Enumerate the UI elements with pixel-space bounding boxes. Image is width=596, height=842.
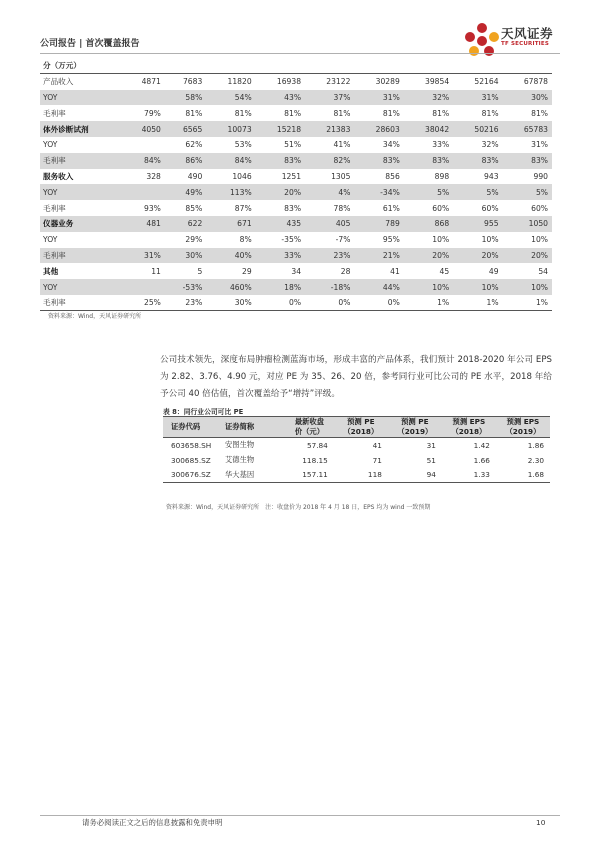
stock-name: 华大基因	[225, 469, 255, 479]
table-cell: 10%	[503, 279, 552, 295]
row-label: 毛利率	[40, 295, 124, 311]
table-cell: 856	[385, 171, 400, 181]
table-cell: 62%	[185, 140, 203, 150]
eps-2019: 1.86	[496, 438, 550, 453]
table-source-note: 资料来源：Wind，天风证券研究所	[48, 313, 142, 320]
company-logo	[464, 22, 560, 56]
table-cell	[124, 232, 165, 248]
table-cell: 81%	[234, 108, 252, 118]
table-cell: 65783	[503, 121, 552, 137]
table-cell: 4%	[305, 184, 354, 200]
row-label: YOY	[43, 140, 58, 150]
table-cell: 21383	[305, 121, 354, 137]
table-cell: 5	[197, 266, 203, 276]
row-label: 毛利率	[43, 203, 66, 213]
table-cell: 81%	[284, 108, 302, 118]
table-cell: 31%	[354, 90, 403, 106]
table-cell: 81%	[333, 108, 351, 118]
pe-2019: 51	[426, 455, 436, 465]
table-cell: 60%	[481, 203, 499, 213]
col-header-eps2019: 预测 EPS （2019）	[496, 417, 550, 438]
table-cell: 82%	[305, 153, 354, 169]
table-cell: 40%	[206, 248, 255, 264]
flower-logo-icon	[464, 22, 500, 56]
table-cell: 23%	[305, 248, 354, 264]
table-cell: 11820	[227, 77, 252, 87]
table-cell: 60%	[432, 203, 450, 213]
stock-name: 安图生物	[225, 438, 285, 453]
table-cell: 52164	[474, 77, 499, 87]
table-cell: 671	[206, 216, 255, 232]
table-cell: 41	[390, 266, 400, 276]
close-price: 157.11	[302, 470, 328, 480]
table-row	[40, 184, 552, 200]
table-cell	[124, 184, 165, 200]
table-cell: 54	[538, 266, 548, 276]
table-cell: 31%	[453, 90, 502, 106]
table-cell: 25%	[124, 295, 165, 311]
table-cell: 10073	[206, 121, 255, 137]
table-row	[40, 232, 552, 248]
col-header-price: 最新收盘 价（元）	[285, 417, 334, 438]
table-cell: 23122	[326, 77, 351, 87]
table-cell: 435	[256, 216, 305, 232]
unit-label: 分（万元）	[40, 58, 124, 74]
table-cell: 84%	[124, 153, 165, 169]
table-cell: 34	[291, 266, 302, 276]
table-cell: 20%	[503, 248, 552, 264]
table-cell: 78%	[333, 203, 351, 213]
table-cell: 83%	[503, 153, 552, 169]
col-header-code: 证券代码	[163, 417, 225, 438]
eps-2018: 1.42	[442, 438, 496, 453]
table-cell: 81%	[185, 108, 203, 118]
table-cell: 85%	[185, 203, 203, 213]
table-row	[163, 438, 550, 453]
row-label: 毛利率	[43, 108, 66, 118]
table-cell: 7683	[182, 77, 203, 87]
footer-disclaimer: 请务必阅读正文之后的信息披露和免责申明	[82, 818, 223, 827]
row-label: 服务收入	[43, 171, 74, 181]
table-cell: 490	[187, 171, 203, 181]
table-cell: 10%	[481, 235, 499, 245]
close-price: 118.15	[302, 455, 328, 465]
table-cell: 49	[488, 266, 499, 276]
table-cell: 1305	[331, 171, 351, 181]
table-unit-row	[40, 58, 552, 74]
table-row	[40, 216, 552, 232]
table-cell: 95%	[382, 235, 400, 245]
table-cell: 30%	[165, 248, 206, 264]
table-row	[40, 263, 552, 279]
table-cell: 11	[151, 266, 161, 276]
table-cell: 5%	[453, 184, 502, 200]
stock-code: 300685.SZ	[171, 455, 211, 465]
table-cell: 39854	[425, 77, 450, 87]
stock-code: 603658.SH	[163, 438, 225, 453]
pe-2018: 118	[367, 470, 382, 480]
table-cell: 6565	[165, 121, 206, 137]
table-row	[40, 248, 552, 264]
eps-2018: 1.66	[473, 455, 490, 465]
pe-2018: 41	[334, 438, 388, 453]
table-cell: 23%	[165, 295, 206, 311]
table-cell: 943	[484, 171, 499, 181]
pe-table-source-note: 资料来源：Wind，天风证券研究所 注：收盘价为 2018 年 4 月 18 日，EPS 均为 wind 一致预期	[166, 504, 431, 511]
table-cell: 67878	[523, 77, 548, 87]
table-cell: 83%	[256, 153, 305, 169]
footer-divider	[40, 815, 560, 816]
table-cell: 8%	[239, 235, 252, 245]
header-divider	[40, 53, 560, 54]
eps-2019: 1.68	[527, 470, 544, 480]
table-cell: 34%	[382, 140, 400, 150]
table-cell: 16938	[276, 77, 302, 87]
table-cell	[124, 137, 165, 153]
pe-2018: 71	[372, 455, 382, 465]
table-cell: 33%	[432, 140, 450, 150]
table-cell: 20%	[404, 248, 453, 264]
table-cell: 898	[434, 171, 450, 181]
table-row	[40, 105, 552, 121]
table-cell: 49%	[165, 184, 206, 200]
table-cell: -18%	[305, 279, 354, 295]
table-row	[40, 279, 552, 295]
table-cell: 28	[340, 266, 351, 276]
table-cell: 21%	[354, 248, 403, 264]
table-cell: 868	[404, 216, 453, 232]
row-label: 毛利率	[40, 153, 124, 169]
table-row	[40, 295, 552, 311]
page-number: 10	[536, 818, 546, 827]
pe-2019: 31	[388, 438, 442, 453]
table-cell	[124, 90, 165, 106]
table-cell: 622	[165, 216, 206, 232]
table-cell: 93%	[144, 203, 161, 213]
table-cell: 20%	[453, 248, 502, 264]
report-type-title: 公司报告 | 首次覆盖报告	[40, 39, 140, 49]
table-cell: -34%	[354, 184, 403, 200]
pe-2019: 94	[426, 470, 436, 480]
table-cell: 83%	[284, 203, 302, 213]
table-cell: 45	[439, 266, 450, 276]
table-cell: 83%	[453, 153, 502, 169]
table-cell: 81%	[432, 108, 450, 118]
table-cell: 0%	[256, 295, 305, 311]
row-label: YOY	[43, 235, 58, 245]
row-label: 其他	[43, 266, 59, 276]
stock-name: 艾德生物	[225, 455, 255, 464]
col-header-pe2018: 预测 PE （2018）	[334, 417, 388, 438]
table-cell: 990	[533, 171, 548, 181]
valuation-paragraph: 公司技术领先，深度布局肿瘤检测蓝海市场，形成丰富的产品体系，我们预计 2018-2020 年公司 EPS 为 2.82、3.76、4.90 元，对应 PE 为 35、26、20 倍，参考同行业可比公司的 PE 水平，2018 年给予公司 40 倍估值，首次覆盖给予“增持”评级。	[160, 355, 552, 399]
logo-subtitle: TF SECURITIES	[501, 41, 550, 47]
table-cell: 58%	[165, 90, 206, 106]
table-cell: 1%	[404, 295, 453, 311]
row-label: YOY	[40, 184, 124, 200]
row-label: 产品收入	[43, 77, 74, 87]
table-cell: 44%	[354, 279, 403, 295]
table-cell: 0%	[354, 295, 403, 311]
table-cell: 83%	[404, 153, 453, 169]
close-price: 57.84	[285, 438, 334, 453]
eps-2019: 2.30	[527, 455, 544, 465]
table-row	[40, 137, 552, 153]
table-row	[163, 453, 550, 468]
table-cell: 30289	[375, 77, 400, 87]
table-cell: 83%	[354, 153, 403, 169]
table-cell: 86%	[165, 153, 206, 169]
table-cell: 54%	[206, 90, 255, 106]
revenue-forecast-table	[40, 58, 552, 311]
table-cell: 38042	[404, 121, 453, 137]
logo-name: 天风证券	[501, 26, 554, 41]
table-cell: 84%	[206, 153, 255, 169]
row-label: 体外诊断试剂	[40, 121, 124, 137]
peer-pe-table	[163, 416, 550, 483]
pe-header-row	[163, 417, 550, 438]
table-cell: 53%	[234, 140, 252, 150]
table-cell: 10%	[531, 235, 548, 245]
table-row	[40, 153, 552, 169]
table-cell: 328	[146, 171, 161, 181]
table-row	[40, 90, 552, 106]
table-cell: 60%	[531, 203, 548, 213]
pe-table-caption: 表 8：同行业公司可比 PE	[163, 408, 244, 416]
table-cell: 789	[354, 216, 403, 232]
table-cell: 31%	[531, 140, 548, 150]
table-cell: 481	[124, 216, 165, 232]
table-cell: 15218	[256, 121, 305, 137]
table-row	[40, 200, 552, 216]
table-cell: -35%	[281, 235, 302, 245]
table-cell: 81%	[382, 108, 400, 118]
table-cell: 5%	[404, 184, 453, 200]
table-cell: 1%	[503, 295, 552, 311]
table-cell: 81%	[531, 108, 548, 118]
table-cell: 955	[453, 216, 502, 232]
table-row	[163, 468, 550, 483]
table-cell: 33%	[256, 248, 305, 264]
stock-code: 300676.SZ	[171, 470, 211, 480]
table-cell: 37%	[305, 90, 354, 106]
col-header-pe2019: 预测 PE （2019）	[388, 417, 442, 438]
table-cell: 1046	[232, 171, 252, 181]
row-label: 毛利率	[40, 248, 124, 264]
table-cell: 4050	[124, 121, 165, 137]
table-cell: 79%	[144, 108, 161, 118]
table-cell: 50216	[453, 121, 502, 137]
table-cell: 32%	[481, 140, 499, 150]
table-cell: 61%	[382, 203, 400, 213]
table-cell: 30%	[206, 295, 255, 311]
table-cell: 81%	[481, 108, 499, 118]
col-header-name: 证券简称	[225, 417, 285, 438]
table-cell: 1050	[503, 216, 552, 232]
table-cell: 1%	[453, 295, 502, 311]
table-cell: -53%	[165, 279, 206, 295]
table-cell: 10%	[453, 279, 502, 295]
col-header-eps2018: 预测 EPS （2018）	[442, 417, 496, 438]
table-cell: 28603	[354, 121, 403, 137]
table-cell: 113%	[206, 184, 255, 200]
table-cell: 87%	[234, 203, 252, 213]
table-cell: 18%	[256, 279, 305, 295]
table-cell: 41%	[333, 140, 351, 150]
table-cell: 1251	[281, 171, 302, 181]
table-cell: 460%	[206, 279, 255, 295]
table-cell: 43%	[256, 90, 305, 106]
table-cell: 31%	[124, 248, 165, 264]
table-cell: 29%	[185, 235, 203, 245]
table-cell: 32%	[404, 90, 453, 106]
table-cell: 30%	[503, 90, 552, 106]
table-cell: 405	[305, 216, 354, 232]
table-cell: 4871	[141, 77, 161, 87]
table-row	[40, 74, 552, 90]
table-cell: 0%	[305, 295, 354, 311]
table-cell: -7%	[335, 235, 351, 245]
table-row	[40, 169, 552, 185]
table-cell: 20%	[256, 184, 305, 200]
row-label: YOY	[40, 279, 124, 295]
table-cell: 29	[242, 266, 252, 276]
table-cell: 10%	[432, 235, 450, 245]
row-label: 仪器业务	[40, 216, 124, 232]
table-cell	[124, 279, 165, 295]
eps-2018: 1.33	[473, 470, 490, 480]
table-cell: 5%	[503, 184, 552, 200]
row-label: YOY	[40, 90, 124, 106]
table-row	[40, 121, 552, 137]
table-cell: 51%	[284, 140, 302, 150]
table-cell: 10%	[404, 279, 453, 295]
